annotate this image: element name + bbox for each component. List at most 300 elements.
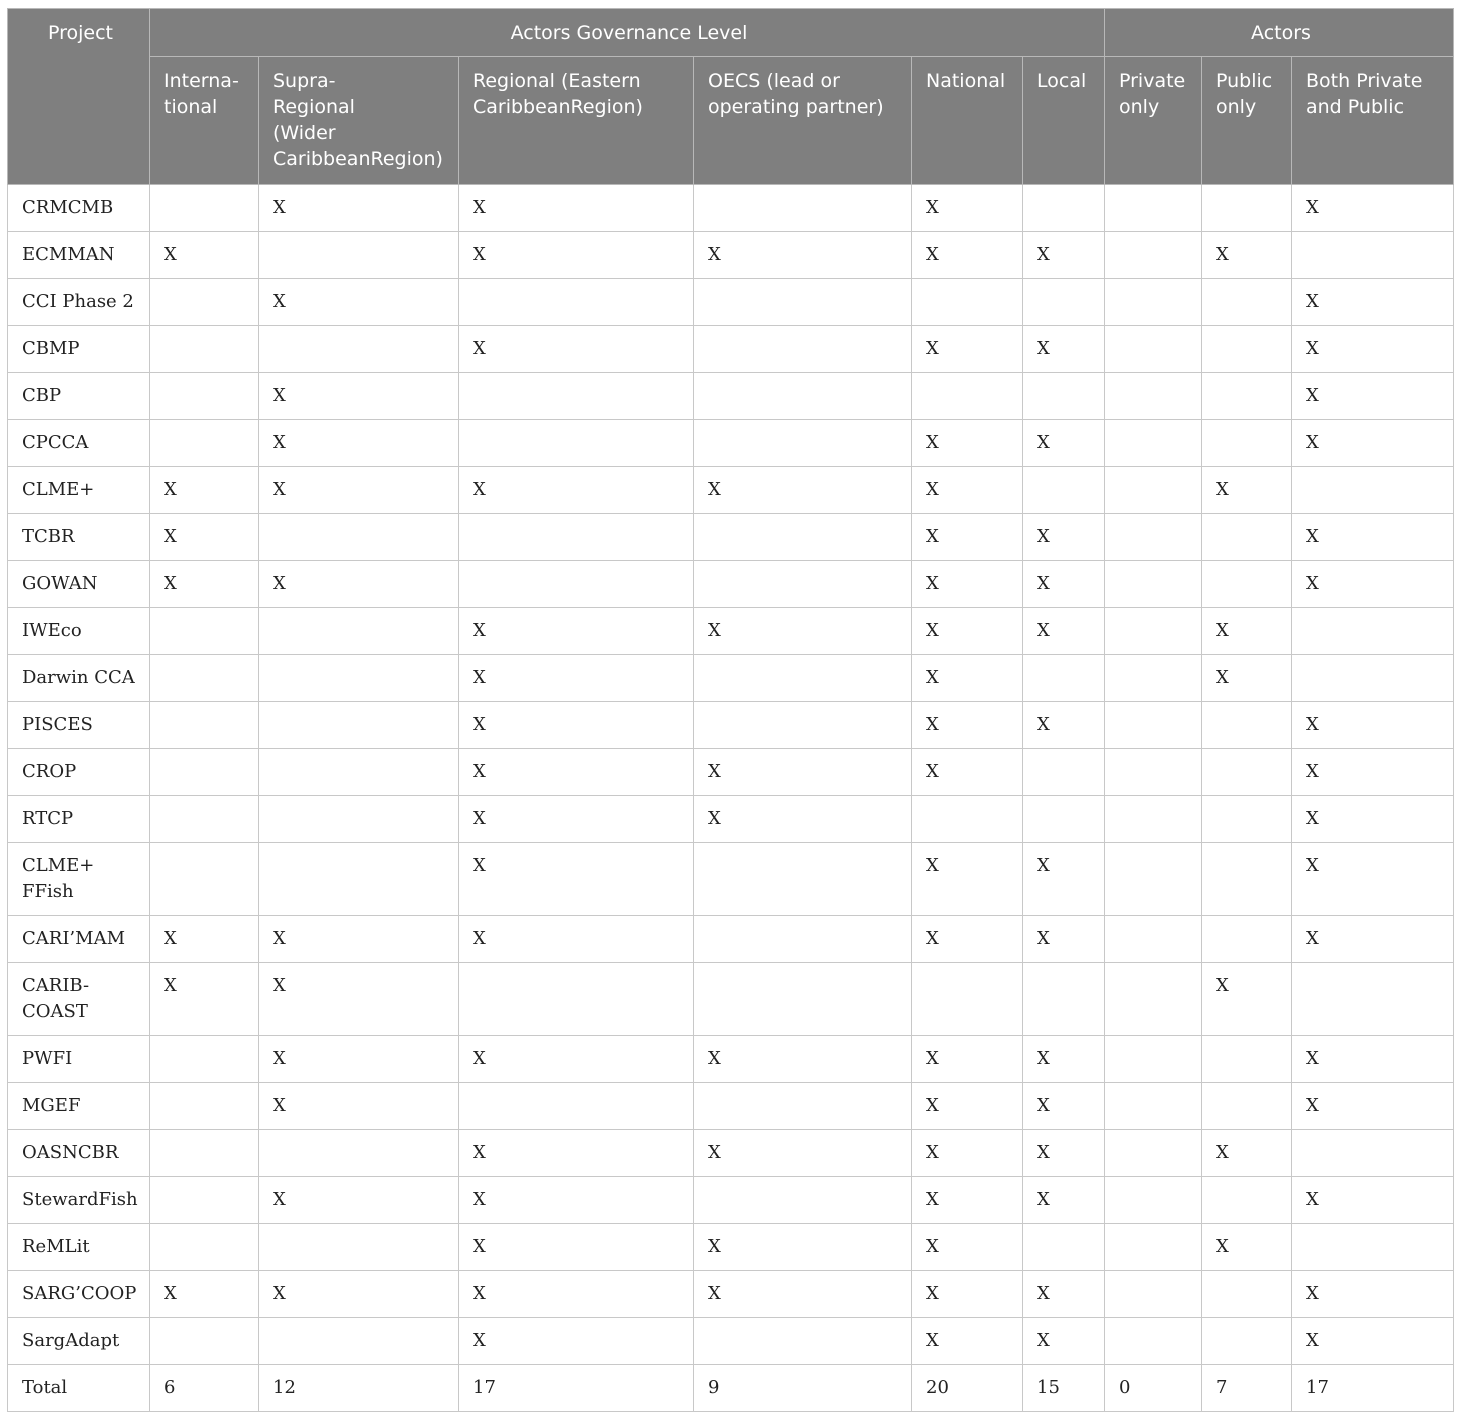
cell-international [150, 373, 259, 420]
total-row [8, 1365, 1454, 1412]
cell-regional-eastern [459, 963, 694, 1036]
cell-public-only [1202, 843, 1292, 916]
header-private-only [1105, 57, 1202, 185]
cell-supra-regional: X [259, 963, 459, 1036]
cell-regional-eastern: X [459, 608, 694, 655]
cell-local [1023, 373, 1105, 420]
cell-oecs: 9 [694, 1365, 912, 1412]
cell-regional-eastern: X [459, 843, 694, 916]
cell-both-private-public: 17 [1292, 1365, 1454, 1412]
project-cell [8, 232, 150, 279]
project-cell [8, 1130, 150, 1177]
table-row [8, 373, 1454, 420]
cell-national: X [912, 749, 1023, 796]
cell-local: 15 [1023, 1365, 1105, 1412]
cell-national: X [912, 655, 1023, 702]
text-line: OECS (lead or [708, 70, 840, 92]
text-line: only [1216, 96, 1257, 118]
cell-private-only [1105, 420, 1202, 467]
cell-national: X [912, 561, 1023, 608]
cell-national: X [912, 1318, 1023, 1365]
cell-national: X [912, 1130, 1023, 1177]
cell-supra-regional [259, 326, 459, 373]
text-line: CLME+ [22, 855, 95, 876]
table-row [8, 608, 1454, 655]
project-cell [8, 608, 150, 655]
cell-supra-regional: X [259, 279, 459, 326]
header-public-only [1202, 57, 1292, 185]
cell-both-private-public: X [1292, 1318, 1454, 1365]
cell-national: X [912, 916, 1023, 963]
cell-local: X [1023, 1083, 1105, 1130]
cell-private-only [1105, 1177, 1202, 1224]
cell-public-only [1202, 420, 1292, 467]
project-cell [8, 1318, 150, 1365]
cell-national [912, 963, 1023, 1036]
text-line: (Wider [273, 122, 336, 144]
text-line: MGEF [22, 1095, 81, 1116]
cell-both-private-public [1292, 467, 1454, 514]
table-header [8, 9, 1454, 185]
cell-public-only: X [1202, 1224, 1292, 1271]
cell-local: X [1023, 514, 1105, 561]
project-cell [8, 1365, 150, 1412]
cell-international [150, 1177, 259, 1224]
cell-supra-regional: 12 [259, 1365, 459, 1412]
cell-both-private-public: X [1292, 561, 1454, 608]
cell-public-only [1202, 1271, 1292, 1318]
text-line: Public [1216, 70, 1273, 92]
cell-oecs [694, 185, 912, 232]
cell-private-only [1105, 373, 1202, 420]
text-line: Darwin CCA [22, 667, 135, 688]
text-line: Total [22, 1377, 68, 1398]
cell-private-only [1105, 916, 1202, 963]
cell-private-only [1105, 796, 1202, 843]
cell-supra-regional [259, 514, 459, 561]
cell-supra-regional [259, 232, 459, 279]
table-row [8, 702, 1454, 749]
project-cell [8, 561, 150, 608]
cell-supra-regional: X [259, 916, 459, 963]
cell-oecs [694, 514, 912, 561]
table-row [8, 1083, 1454, 1130]
table-row [8, 232, 1454, 279]
cell-national: X [912, 420, 1023, 467]
project-cell [8, 963, 150, 1036]
project-cell [8, 514, 150, 561]
cell-regional-eastern: X [459, 1318, 694, 1365]
cell-oecs: X [694, 1224, 912, 1271]
cell-national: X [912, 185, 1023, 232]
cell-local: X [1023, 326, 1105, 373]
cell-public-only [1202, 1036, 1292, 1083]
cell-regional-eastern: X [459, 467, 694, 514]
cell-international [150, 279, 259, 326]
table-row [8, 1271, 1454, 1318]
cell-supra-regional [259, 749, 459, 796]
cell-private-only [1105, 1271, 1202, 1318]
cell-oecs [694, 655, 912, 702]
cell-national: 20 [912, 1365, 1023, 1412]
text-line: COAST [22, 1001, 88, 1022]
cell-public-only [1202, 561, 1292, 608]
cell-public-only [1202, 279, 1292, 326]
cell-oecs [694, 1318, 912, 1365]
cell-regional-eastern [459, 561, 694, 608]
header-local [1023, 57, 1105, 185]
cell-local: X [1023, 843, 1105, 916]
cell-private-only [1105, 1083, 1202, 1130]
project-cell [8, 843, 150, 916]
cell-oecs: X [694, 1130, 912, 1177]
cell-national: X [912, 1177, 1023, 1224]
cell-international: X [150, 232, 259, 279]
text-line: CaribbeanRegion) [473, 96, 643, 118]
cell-international [150, 749, 259, 796]
project-cell [8, 420, 150, 467]
cell-supra-regional [259, 1224, 459, 1271]
cell-both-private-public: X [1292, 326, 1454, 373]
cell-oecs [694, 561, 912, 608]
cell-local: X [1023, 702, 1105, 749]
text-line: tional [164, 96, 218, 118]
cell-public-only [1202, 514, 1292, 561]
cell-supra-regional [259, 1318, 459, 1365]
cell-international: 6 [150, 1365, 259, 1412]
text-line: TCBR [22, 526, 75, 547]
cell-private-only [1105, 655, 1202, 702]
text-line: Local [1037, 70, 1087, 92]
project-cell [8, 279, 150, 326]
cell-public-only [1202, 373, 1292, 420]
cell-oecs [694, 326, 912, 373]
cell-supra-regional [259, 655, 459, 702]
cell-supra-regional: X [259, 1177, 459, 1224]
cell-supra-regional: X [259, 467, 459, 514]
cell-both-private-public: X [1292, 1271, 1454, 1318]
header-project: Project [8, 9, 150, 185]
cell-public-only: X [1202, 1130, 1292, 1177]
cell-regional-eastern: X [459, 1036, 694, 1083]
cell-supra-regional: X [259, 373, 459, 420]
cell-international: X [150, 916, 259, 963]
cell-regional-eastern: X [459, 1224, 694, 1271]
cell-supra-regional [259, 796, 459, 843]
cell-international [150, 420, 259, 467]
cell-regional-eastern [459, 514, 694, 561]
cell-both-private-public: X [1292, 702, 1454, 749]
text-line: GOWAN [22, 573, 98, 594]
cell-regional-eastern [459, 373, 694, 420]
cell-national: X [912, 702, 1023, 749]
project-cell [8, 1224, 150, 1271]
cell-private-only [1105, 843, 1202, 916]
text-line: CCI Phase 2 [22, 291, 134, 312]
cell-local: X [1023, 916, 1105, 963]
cell-international [150, 1083, 259, 1130]
cell-public-only [1202, 1318, 1292, 1365]
table-row [8, 420, 1454, 467]
cell-both-private-public [1292, 1224, 1454, 1271]
cell-private-only [1105, 514, 1202, 561]
table-row [8, 655, 1454, 702]
cell-local: X [1023, 420, 1105, 467]
text-line: Supra- [273, 70, 336, 92]
cell-international: X [150, 963, 259, 1036]
text-line: RTCP [22, 808, 74, 829]
cell-public-only [1202, 326, 1292, 373]
cell-oecs: X [694, 1036, 912, 1083]
text-line: National [926, 70, 1006, 92]
cell-regional-eastern [459, 279, 694, 326]
cell-oecs [694, 963, 912, 1036]
cell-both-private-public: X [1292, 185, 1454, 232]
cell-oecs [694, 916, 912, 963]
cell-regional-eastern: X [459, 1177, 694, 1224]
table-body [8, 185, 1454, 1412]
cell-private-only [1105, 1224, 1202, 1271]
cell-oecs: X [694, 749, 912, 796]
cell-local [1023, 796, 1105, 843]
cell-oecs: X [694, 232, 912, 279]
cell-international [150, 1130, 259, 1177]
project-cell [8, 749, 150, 796]
text-line: IWEco [22, 620, 82, 641]
cell-regional-eastern [459, 420, 694, 467]
cell-supra-regional: X [259, 1083, 459, 1130]
cell-international [150, 1318, 259, 1365]
text-line: SargAdapt [22, 1330, 120, 1351]
cell-national: X [912, 608, 1023, 655]
cell-local [1023, 467, 1105, 514]
cell-both-private-public [1292, 655, 1454, 702]
cell-regional-eastern: X [459, 916, 694, 963]
cell-public-only: 7 [1202, 1365, 1292, 1412]
cell-international: X [150, 514, 259, 561]
text-line: Regional (Eastern [473, 70, 641, 92]
cell-local [1023, 185, 1105, 232]
text-line: Regional [273, 96, 355, 118]
cell-national: X [912, 232, 1023, 279]
cell-local: X [1023, 1318, 1105, 1365]
cell-private-only [1105, 608, 1202, 655]
cell-regional-eastern: X [459, 655, 694, 702]
cell-private-only [1105, 185, 1202, 232]
cell-international [150, 1036, 259, 1083]
cell-national: X [912, 1036, 1023, 1083]
cell-regional-eastern: X [459, 232, 694, 279]
text-line: ReMLit [22, 1236, 90, 1257]
cell-international [150, 608, 259, 655]
cell-oecs: X [694, 796, 912, 843]
text-line: CPCCA [22, 432, 89, 453]
cell-national [912, 796, 1023, 843]
cell-private-only [1105, 232, 1202, 279]
cell-supra-regional [259, 608, 459, 655]
cell-oecs [694, 702, 912, 749]
cell-public-only: X [1202, 608, 1292, 655]
text-line: CBP [22, 385, 62, 406]
cell-oecs [694, 1083, 912, 1130]
project-cell [8, 916, 150, 963]
cell-public-only: X [1202, 963, 1292, 1036]
cell-private-only [1105, 279, 1202, 326]
cell-regional-eastern: X [459, 702, 694, 749]
text-line: CARI’MAM [22, 928, 126, 949]
cell-public-only [1202, 1177, 1292, 1224]
cell-regional-eastern: X [459, 749, 694, 796]
cell-both-private-public: X [1292, 1177, 1454, 1224]
table-row [8, 1177, 1454, 1224]
table-row [8, 185, 1454, 232]
header-national [912, 57, 1023, 185]
cell-national: X [912, 1271, 1023, 1318]
text-line: operating partner) [708, 96, 884, 118]
cell-both-private-public: X [1292, 916, 1454, 963]
header-both-private-public [1292, 57, 1454, 185]
text-line: and Public [1306, 96, 1405, 118]
table-row [8, 561, 1454, 608]
cell-both-private-public: X [1292, 514, 1454, 561]
text-line: CROP [22, 761, 77, 782]
cell-oecs: X [694, 1271, 912, 1318]
text-line: StewardFish [22, 1189, 138, 1210]
cell-oecs: X [694, 467, 912, 514]
cell-international [150, 1224, 259, 1271]
table-row [8, 326, 1454, 373]
project-cell [8, 1177, 150, 1224]
cell-both-private-public: X [1292, 1036, 1454, 1083]
cell-private-only [1105, 1130, 1202, 1177]
cell-regional-eastern: 17 [459, 1365, 694, 1412]
project-cell [8, 1036, 150, 1083]
cell-local [1023, 655, 1105, 702]
header-international [150, 57, 259, 185]
cell-supra-regional: X [259, 420, 459, 467]
cell-private-only [1105, 749, 1202, 796]
cell-both-private-public: X [1292, 749, 1454, 796]
cell-national: X [912, 1083, 1023, 1130]
cell-public-only [1202, 185, 1292, 232]
project-cell [8, 373, 150, 420]
cell-local: X [1023, 232, 1105, 279]
text-line: PISCES [22, 714, 93, 735]
cell-international: X [150, 1271, 259, 1318]
header-supra-regional [259, 57, 459, 185]
cell-national: X [912, 514, 1023, 561]
table-row [8, 796, 1454, 843]
cell-supra-regional: X [259, 1036, 459, 1083]
cell-national: X [912, 467, 1023, 514]
cell-both-private-public [1292, 1130, 1454, 1177]
cell-private-only [1105, 467, 1202, 514]
cell-international: X [150, 561, 259, 608]
cell-public-only [1202, 916, 1292, 963]
cell-oecs [694, 420, 912, 467]
cell-local [1023, 279, 1105, 326]
cell-local: X [1023, 1271, 1105, 1318]
cell-national [912, 279, 1023, 326]
header-actors-group: Actors [1105, 9, 1454, 57]
table-row [8, 467, 1454, 514]
text-line: ECMMAN [22, 244, 115, 265]
text-line: Both Private [1306, 70, 1423, 92]
cell-local: X [1023, 1036, 1105, 1083]
cell-oecs [694, 843, 912, 916]
cell-supra-regional [259, 1130, 459, 1177]
cell-regional-eastern: X [459, 185, 694, 232]
cell-national [912, 373, 1023, 420]
cell-both-private-public: X [1292, 420, 1454, 467]
table-row [8, 1130, 1454, 1177]
text-line: CLME+ [22, 479, 95, 500]
cell-public-only [1202, 749, 1292, 796]
cell-local: X [1023, 1177, 1105, 1224]
text-line: CRMCMB [22, 197, 114, 218]
cell-oecs [694, 373, 912, 420]
cell-both-private-public: X [1292, 373, 1454, 420]
project-cell [8, 185, 150, 232]
cell-local [1023, 963, 1105, 1036]
table-row [8, 1318, 1454, 1365]
text-line: CBMP [22, 338, 80, 359]
cell-international [150, 702, 259, 749]
cell-private-only [1105, 963, 1202, 1036]
project-cell [8, 655, 150, 702]
cell-public-only: X [1202, 655, 1292, 702]
cell-private-only [1105, 1036, 1202, 1083]
table-row [8, 279, 1454, 326]
table-row [8, 1224, 1454, 1271]
cell-national: X [912, 843, 1023, 916]
cell-public-only: X [1202, 232, 1292, 279]
cell-private-only [1105, 702, 1202, 749]
cell-public-only [1202, 1083, 1292, 1130]
cell-international [150, 326, 259, 373]
cell-both-private-public: X [1292, 843, 1454, 916]
text-line: CARIB- [22, 975, 90, 996]
cell-both-private-public [1292, 963, 1454, 1036]
text-line: FFish [22, 881, 74, 902]
cell-local: X [1023, 561, 1105, 608]
cell-private-only [1105, 561, 1202, 608]
cell-local [1023, 749, 1105, 796]
cell-regional-eastern: X [459, 796, 694, 843]
cell-both-private-public: X [1292, 1083, 1454, 1130]
text-line: PWFI [22, 1048, 73, 1069]
cell-supra-regional: X [259, 1271, 459, 1318]
text-line: SARG’COOP [22, 1283, 137, 1304]
text-line: CaribbeanRegion) [273, 148, 443, 170]
project-cell [8, 326, 150, 373]
text-line: OASNCBR [22, 1142, 119, 1163]
cell-local [1023, 1224, 1105, 1271]
cell-regional-eastern: X [459, 1130, 694, 1177]
actors-governance-table [7, 8, 1454, 1412]
text-line: Interna- [164, 70, 239, 92]
table-row [8, 1036, 1454, 1083]
header-governance-group: Actors Governance Level [150, 9, 1105, 57]
cell-international [150, 185, 259, 232]
table-row [8, 963, 1454, 1036]
cell-private-only [1105, 1318, 1202, 1365]
table-row [8, 749, 1454, 796]
cell-private-only [1105, 326, 1202, 373]
header-oecs [694, 57, 912, 185]
cell-regional-eastern: X [459, 326, 694, 373]
cell-supra-regional [259, 702, 459, 749]
